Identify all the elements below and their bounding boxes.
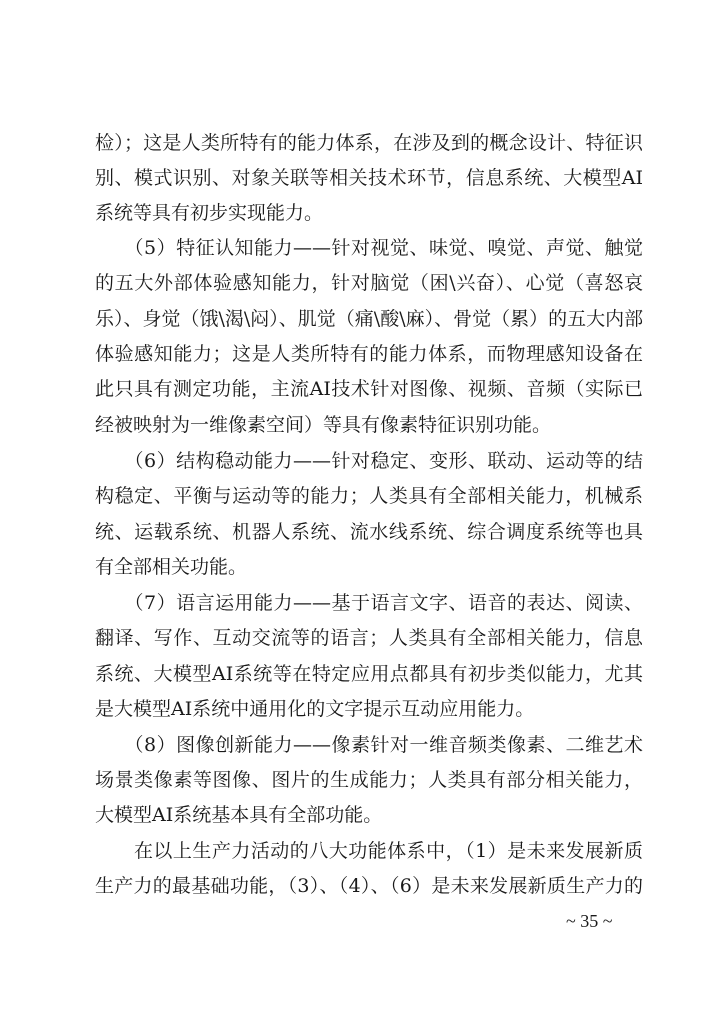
text-line: 在以上生产力活动的八大功能体系中，（1）是未来发展新质 [95, 840, 643, 862]
text-line: 经被映射为一维像素空间）等具有像素特征识别功能。 [95, 414, 552, 436]
text-line: 检）；这是人类所特有的能力体系，在涉及到的概念设计、特征识 [95, 132, 643, 154]
text-line: （8）图像创新能力——像素针对一维音频类像素、二维艺术 [95, 734, 643, 756]
text-line: 体验感知能力；这是人类所特有的能力体系，而物理感知设备在 [95, 343, 643, 365]
text-line: 翻译、写作、互动交流等的语言；人类具有全部相关能力，信息 [95, 627, 643, 649]
text-line: 大模型AI系统基本具有全部功能。 [95, 804, 383, 826]
text-line: 的五大外部体验感知能力，针对脑觉（困\兴奋）、心觉（喜怒哀 [95, 272, 643, 294]
text-line: 此只具有测定功能，主流AI技术针对图像、视频、音频（实际已 [95, 378, 643, 400]
text-line: 系统等具有初步实现能力。 [95, 202, 324, 224]
text-line: （6）结构稳动能力——针对稳定、变形、联动、运动等的结 [95, 450, 643, 472]
text-line: 是大模型AI系统中通用化的文字提示互动应用能力。 [95, 698, 535, 720]
page-number: ~ 35 ~ [566, 911, 613, 931]
text-line: 有全部相关功能。 [95, 556, 248, 578]
text-line: 乐）、身觉（饿\渴\闷）、肌觉（痛\酸\麻）、骨觉（累）的五大内部 [95, 308, 643, 330]
text-line: 系统、大模型AI系统等在特定应用点都具有初步类似能力，尤其 [95, 663, 643, 685]
text-line: 统、运载系统、机器人系统、流水线系统、综合调度系统等也具 [95, 521, 643, 543]
text-line: 构稳定、平衡与运动等的能力；人类具有全部相关能力，机械系 [95, 485, 643, 507]
text-line: 场景类像素等图像、图片的生成能力；人类具有部分相关能力， [95, 769, 643, 791]
text-line: （7）语言运用能力——基于语言文字、语音的表达、阅读、 [95, 592, 643, 614]
text-line: 别、模式识别、对象关联等相关技术环节，信息系统、大模型AI [95, 167, 643, 189]
text-line: 生产力的最基础功能，（3）、（4）、（6）是未来发展新质生产力的 [95, 875, 643, 897]
text-line: （5）特征认知能力——针对视觉、味觉、嗅觉、声觉、触觉 [95, 237, 643, 259]
